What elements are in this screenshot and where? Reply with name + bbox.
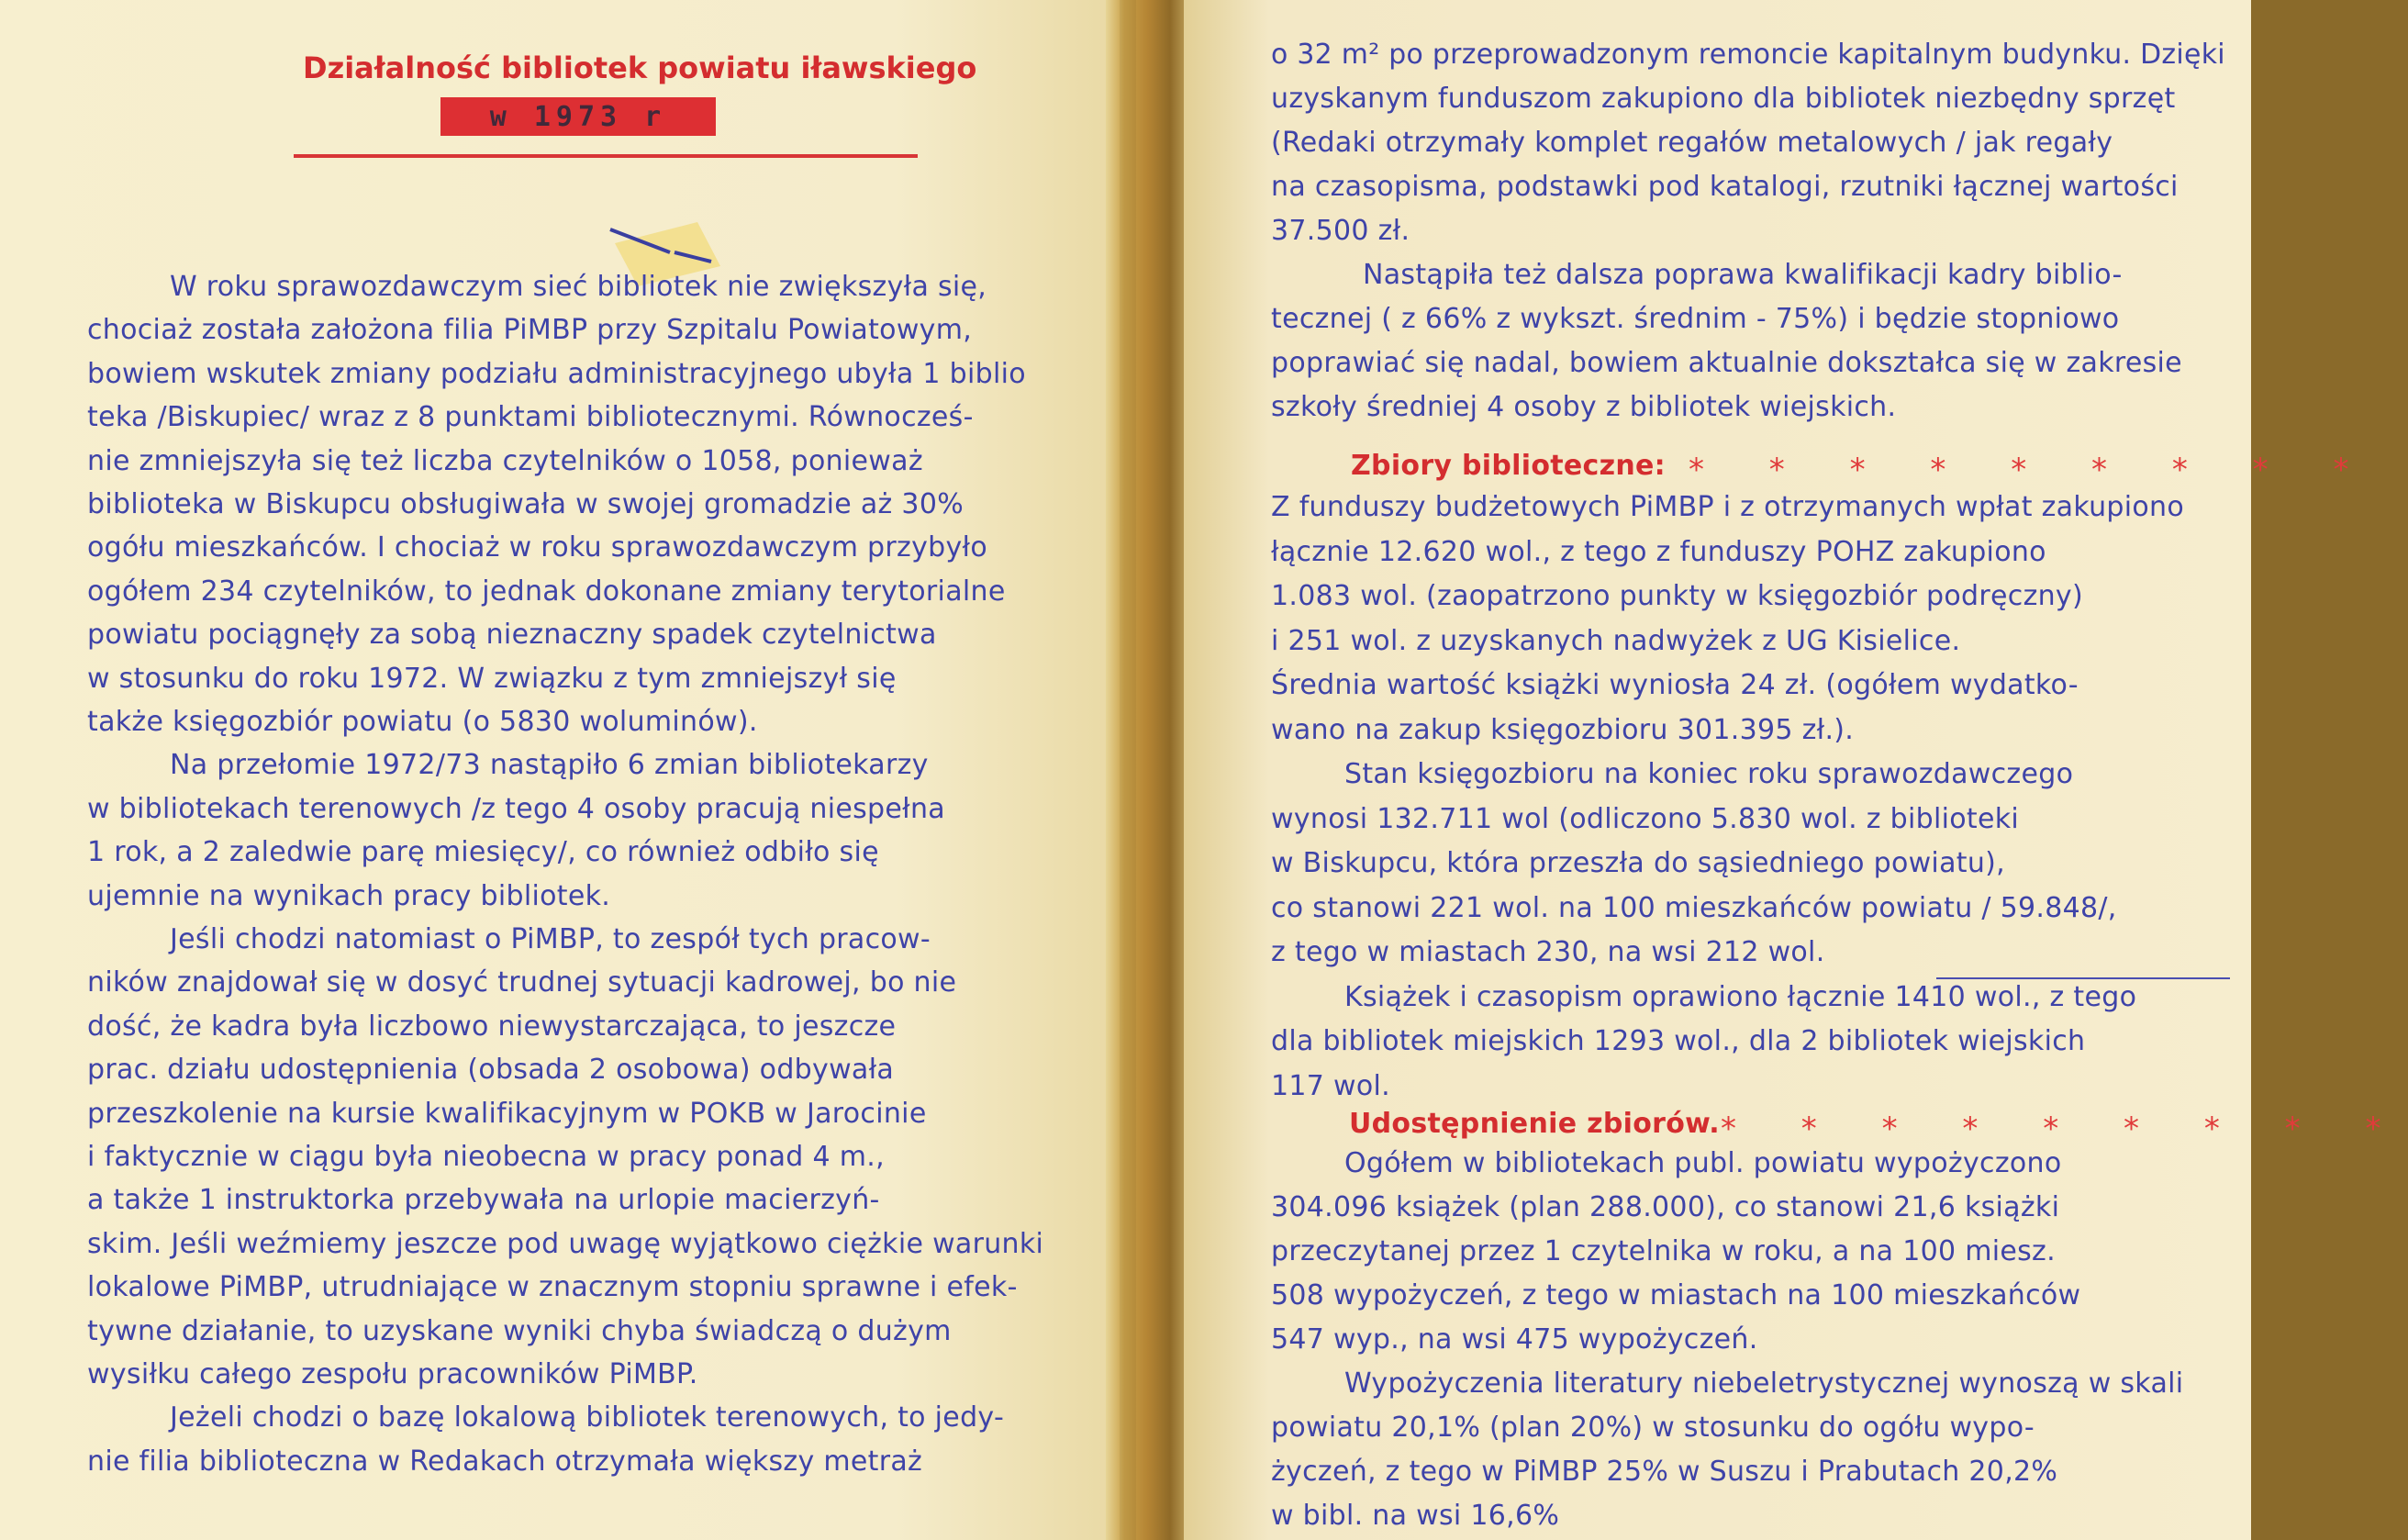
text-line: i 251 wol. z uzyskanych nadwyżek z UG Kisielice.: [1271, 624, 1961, 657]
text-line: ujemnie na wynikach pracy bibliotek.: [87, 879, 611, 912]
text-line: wysiłku całego zespołu pracowników PiMBP.: [87, 1358, 698, 1390]
section-heading-circulation: Udostępnienie zbiorów.: [1349, 1108, 1720, 1140]
text-line: o 32 m² po przeprowadzonym remoncie kapitalnym budynku. Dzięki: [1271, 39, 2225, 71]
text-line: wano na zakup księgozbioru 301.395 zł.).: [1271, 713, 1855, 746]
text-line: a także 1 instruktorka przebywała na urlopie macierzyń-: [87, 1184, 880, 1217]
text-line: w Biskupcu, która przeszła do sąsiedniego powiatu),: [1271, 847, 2005, 879]
section-heading-collections: Zbiory biblioteczne:: [1351, 450, 1666, 482]
text-line: wynosi 132.711 wol (odliczono 5.830 wol. z biblioteki: [1271, 802, 2020, 835]
text-line: lokalowe PiMBP, utrudniające w znacznym stopniu sprawne i efek-: [87, 1271, 1018, 1304]
text-line: 1.083 wol. (zaopatrzono punkty w księgozbiór podręczny): [1271, 580, 2083, 612]
text-line: co stanowi 221 wol. na 100 mieszkańców powiatu / 59.848/,: [1271, 891, 2117, 924]
text-line: dość, że kadra była liczbowo niewystarczająca, to jeszcze: [87, 1010, 897, 1043]
text-line: Średnia wartość książki wyniosła 24 zł. (ogółem wydatko-: [1271, 669, 2079, 701]
text-line: biblioteka w Biskupcu obsługiwała w swojej gromadzie aż 30%: [87, 488, 964, 520]
document-title: Działalność bibliotek powiatu iławskiego: [303, 50, 977, 85]
text-line: W roku sprawozdawczym sieć bibliotek nie zwiększyła się,: [170, 271, 987, 303]
text-line: powiatu 20,1% (plan 20%) w stosunku do ogółu wypo-: [1271, 1412, 2035, 1444]
text-line: przeczytanej przez 1 czytelnika w roku, a na 100 miesz.: [1271, 1235, 2056, 1267]
text-line: także księgozbiór powiatu (o 5830 woluminów).: [87, 706, 758, 738]
text-line: Na przełomie 1972/73 nastąpiło 6 zmian bibliotekarzy: [170, 749, 929, 782]
text-line: Jeżeli chodzi o bazę lokalową bibliotek terenowych, to jedy-: [170, 1401, 1005, 1434]
text-line: nie zmniejszyła się też liczba czytelników o 1058, ponieważ: [87, 444, 923, 477]
text-line: 547 wyp., na wsi 475 wypożyczeń.: [1271, 1323, 1758, 1356]
text-line: 1 rok, a 2 zaledwie parę miesięcy/, co również odbiło się: [87, 836, 879, 869]
text-line: teka /Biskupiec/ wraz z 8 punktami bibliotecznymi. Równocześ-: [87, 401, 974, 434]
text-line: Jeśli chodzi natomiast o PiMBP, to zespół tych pracow-: [170, 923, 931, 955]
text-line: Książek i czasopism oprawiono łącznie 1410 wol., z tego: [1344, 980, 2137, 1013]
text-line: 304.096 książek (plan 288.000), co stanowi 21,6 książki: [1271, 1191, 2060, 1223]
text-line: 117 wol.: [1271, 1069, 1390, 1102]
text-line: uzyskanym funduszom zakupiono dla bibliotek niezbędny sprzęt: [1271, 83, 2176, 115]
text-line: powiatu pociągnęły za sobą nieznaczny spadek czytelnictwa: [87, 619, 937, 652]
text-line: bowiem wskutek zmiany podziału administracyjnego ubyła 1 biblio: [87, 357, 1026, 390]
text-line: i faktycznie w ciągu była nieobecna w pracy ponad 4 m.,: [87, 1141, 885, 1173]
text-line: chociaż została założona filia PiMBP przy Szpitalu Powiatowym,: [87, 314, 973, 347]
text-line: z tego w miastach 230, na wsi 212 wol.: [1271, 936, 1825, 968]
text-line: w bibl. na wsi 16,6%: [1271, 1500, 1560, 1532]
text-line: w stosunku do roku 1972. W związku z tym zmniejszył się: [87, 662, 897, 695]
text-line: tywne działanie, to uzyskane wyniki chyba świadczą o dużym: [87, 1314, 952, 1347]
text-line: nie filia biblioteczna w Redakach otrzymała większy metraż: [87, 1445, 923, 1478]
text-line: prac. działu udostępnienia (obsada 2 osobowa) odbywała: [87, 1054, 895, 1087]
text-line: łącznie 12.620 wol., z tego z funduszy POHZ zakupiono: [1271, 535, 2046, 568]
text-line: Wypożyczenia literatury niebeletrystycznej wynoszą w skali: [1344, 1367, 2184, 1400]
text-line: dla bibliotek miejskich 1293 wol., dla 2 bibliotek wiejskich: [1271, 1025, 2086, 1057]
title-underline: [294, 154, 918, 158]
text-line: Ogółem w bibliotekach publ. powiatu wypożyczono: [1344, 1147, 2062, 1179]
text-line: przeszkolenie na kursie kwalifikacyjnym w POKB w Jarocinie: [87, 1097, 927, 1130]
text-line: Nastąpiła też dalsza poprawa kwalifikacji kadry biblio-: [1363, 259, 2123, 291]
text-line: poprawiać się nadal, bowiem aktualnie dokształca się w zakresie: [1271, 347, 2182, 379]
gutter-shadow: [1120, 0, 1136, 1540]
text-line: w bibliotekach terenowych /z tego 4 osoby pracują niespełna: [87, 792, 945, 825]
year-label: w 1973 r: [489, 100, 667, 133]
handwritten-underline: [1936, 977, 2230, 979]
text-line: (Redaki otrzymały komplet regałów metalowych / jak regały: [1271, 127, 2113, 159]
text-line: ogółu mieszkańców. I chociaż w roku sprawozdawczym przybyło: [87, 531, 988, 564]
text-line: 508 wypożyczeń, z tego w miastach na 100 mieszkańców: [1271, 1279, 2081, 1311]
text-line: Z funduszy budżetowych PiMBP i z otrzymanych wpłat zakupiono: [1271, 491, 2185, 523]
text-line: ników znajdował się w dosyć trudnej sytuacji kadrowej, bo nie: [87, 966, 957, 999]
text-line: Stan księgozbioru na koniec roku sprawozdawczego: [1344, 758, 2074, 790]
text-line: życzeń, z tego w PiMBP 25% w Suszu i Prabutach 20,2%: [1271, 1456, 2058, 1488]
section-stars-collections: * * * * * * * * *: [1689, 452, 2377, 488]
text-line: szkoły średniej 4 osoby z bibliotek wiejskich.: [1271, 391, 1897, 423]
text-line: skim. Jeśli weźmiemy jeszcze pod uwagę wyjątkowo ciężkie warunki: [87, 1227, 1044, 1260]
section-stars-circulation: * * * * * * * * *: [1721, 1110, 2408, 1147]
text-line: 37.500 zł.: [1271, 215, 1410, 247]
text-line: ogółem 234 czytelników, to jednak dokonane zmiany terytorialne: [87, 575, 1006, 608]
text-line: na czasopisma, podstawki pod katalogi, rzutniki łącznej wartości: [1271, 171, 2179, 203]
text-line: tecznej ( z 66% z wykszt. średnim - 75%) i będzie stopniowo: [1271, 303, 2120, 335]
